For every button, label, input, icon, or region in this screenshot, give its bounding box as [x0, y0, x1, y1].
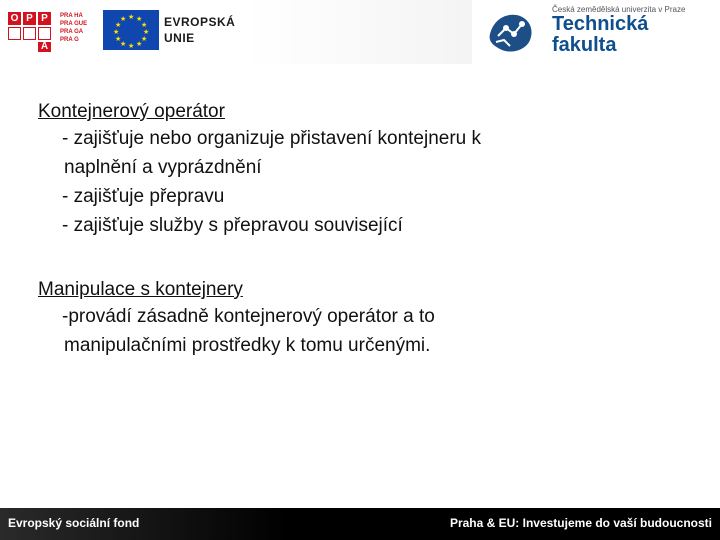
opp-logo	[8, 8, 100, 52]
faculty-name-line: fakulta	[552, 34, 617, 56]
eu-logo-line: EVROPSKÁ	[164, 15, 236, 29]
section-container-handling	[38, 278, 678, 360]
footer-right-text: Praha & EU: Investujeme do vaší budoucnosti	[449, 516, 712, 530]
praha-text-block	[60, 12, 100, 52]
bullet-line: naplnění a vyprázdnění	[64, 157, 262, 178]
opp-letter: A	[38, 42, 51, 52]
header-shade	[244, 0, 472, 64]
praha-line: PRA G	[60, 37, 79, 43]
opp-letter-grid	[8, 8, 58, 52]
opp-letter: P	[23, 12, 36, 25]
footer-left-text: Evropský sociální fond	[8, 516, 140, 530]
bullet-line: - zajišťuje přepravu	[62, 186, 225, 207]
faculty-emblem-icon	[484, 6, 538, 56]
eu-logo-text	[164, 14, 235, 46]
bullet-line: - zajišťuje služby s přepravou související	[62, 215, 403, 236]
section-container-operator	[38, 100, 678, 240]
bullet-line: -provádí zásadně kontejnerový operátor a to	[62, 306, 435, 327]
section-heading: Kontejnerový operátor	[38, 101, 225, 122]
eu-flag-icon: ★ ★ ★ ★ ★ ★ ★ ★ ★ ★ ★ ★	[103, 10, 159, 50]
opp-letter: P	[38, 12, 51, 25]
praha-line: PRA GA	[60, 29, 84, 35]
footer-bar	[0, 508, 720, 540]
faculty-name-line: Technická	[552, 13, 649, 35]
slide-content	[38, 100, 678, 360]
praha-line: PRA GUE	[60, 21, 88, 27]
university-name: Česká zemědělská univerzita v Praze	[552, 5, 686, 14]
faculty-name	[552, 14, 648, 56]
header-logos	[0, 0, 720, 64]
praha-line: PRA HA	[60, 13, 83, 19]
opp-letter: O	[8, 12, 21, 25]
eu-logo-line: UNIE	[164, 31, 195, 45]
bullet-line: manipulačními prostředky k tomu určenými.	[64, 335, 431, 356]
section-heading: Manipulace s kontejnery	[38, 279, 243, 300]
bullet-line: - zajišťuje nebo organizuje přistavení kontejneru k	[62, 128, 482, 149]
technicka-fakulta-logo	[472, 0, 720, 64]
